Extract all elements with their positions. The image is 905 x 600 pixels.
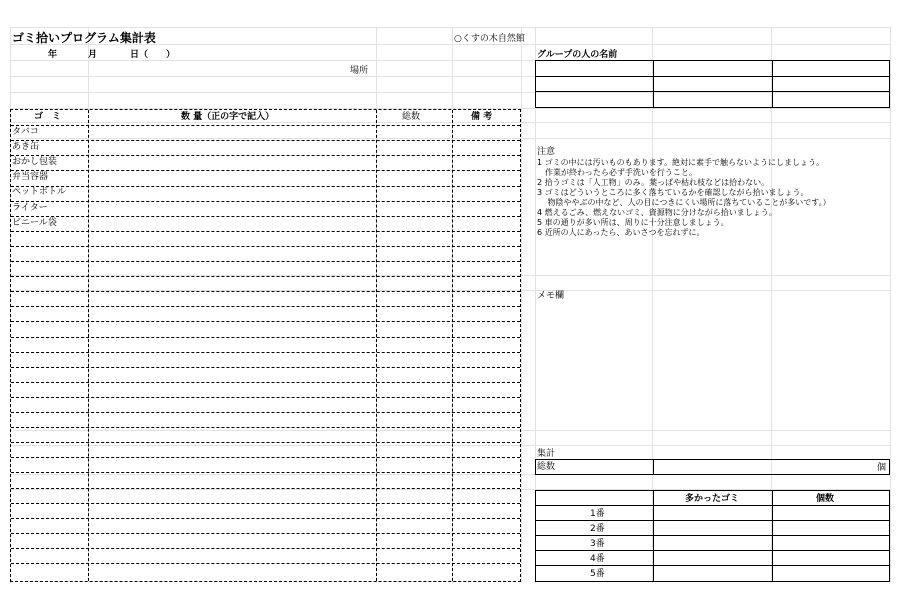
ranking-header-most: 多かったゴミ: [685, 494, 740, 504]
date-month-label: 月: [88, 50, 98, 60]
notes-title: 注意: [537, 147, 556, 157]
trash-item-label: ペットボトル: [12, 187, 67, 198]
memo-label: メモ欄: [537, 291, 565, 301]
page-title: ゴミ拾いプログラム集計表: [12, 31, 156, 45]
date-day-label: 日（ ）: [130, 50, 176, 60]
column-header-item: ゴ ミ: [34, 112, 62, 122]
column-header-count: 数 量（正の字で記入）: [181, 112, 275, 122]
rank-label: 1番: [590, 509, 605, 519]
column-header-note: 備 考: [471, 112, 493, 122]
notes-line: 1 ゴミの中には汚いものもあります。絶対に素手で触らないようにしましょう。: [537, 158, 824, 167]
trash-item-label: ビニール袋: [12, 217, 57, 228]
notes-line: 4 燃えるごみ、燃えないゴミ、資源物に分けながら拾いましょう。: [537, 208, 777, 217]
notes-line: 作業が終わったら必ず手洗いを行うこと。: [537, 168, 697, 177]
total-count-label: 総数: [537, 462, 556, 472]
rank-label: 3番: [590, 539, 605, 549]
notes-line: 5 車の通りが多い所は、周りに十分注意しましょう。: [537, 218, 729, 227]
place-label: 場所: [350, 66, 369, 76]
trash-item-label: おかし包装: [12, 157, 58, 168]
ranking-header-count: 個数: [816, 494, 835, 504]
trash-item-label: 弁当容器: [12, 172, 49, 183]
notes-line: 物陰ややぶの中など、人の目につきにくい場所に落ちていることが多いです。）: [537, 198, 831, 207]
rank-label: 2番: [590, 524, 605, 534]
group-names-table: [535, 60, 890, 108]
column-header-total: 総数: [402, 112, 421, 122]
trash-item-label: タバコ: [12, 127, 39, 137]
trash-count-table: [10, 109, 521, 582]
date-year-label: 年: [48, 50, 58, 60]
trash-item-label: あき缶: [12, 142, 40, 153]
notes-line: 2 拾うゴミは「人工物」のみ。葉っぱや枯れ枝などは拾わない。: [537, 178, 770, 187]
total-count-box: [535, 459, 890, 475]
summary-title: 集計: [537, 449, 556, 459]
organization-name: ○くすの木自然館: [454, 34, 525, 44]
notes-line: 3 ゴミはどういうところに多く落ちているかを確認しながら拾いましょう。: [537, 188, 809, 197]
rank-label: 4番: [590, 554, 605, 564]
total-count-unit: 個: [877, 463, 887, 473]
rank-label: 5番: [590, 569, 605, 579]
group-names-label: グループの人の名前: [537, 50, 618, 60]
notes-line: 6 近所の人にあったら、あいさつを忘れずに。: [537, 228, 705, 237]
trash-item-label: ライター: [12, 202, 48, 213]
